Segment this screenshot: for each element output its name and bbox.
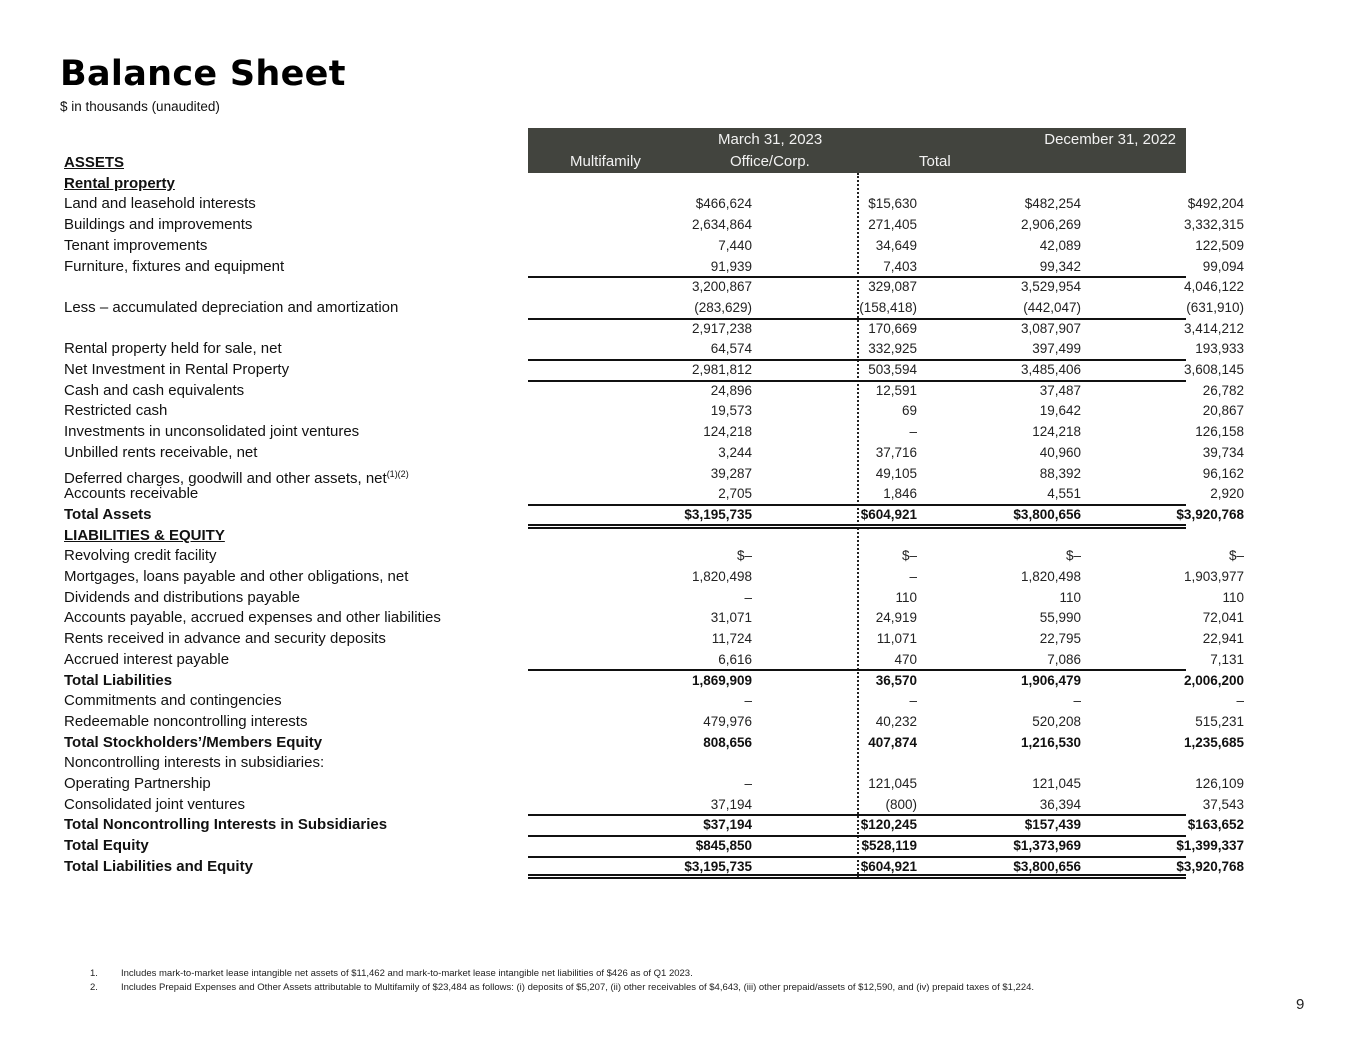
value-multifamily: $37,194 xyxy=(703,817,752,833)
row-label-text: Rental property xyxy=(64,174,175,192)
value-office-corp: 271,405 xyxy=(868,217,917,233)
value-multifamily: $845,850 xyxy=(695,838,752,854)
value-prior-total: 3,414,212 xyxy=(1183,320,1244,336)
value-total: 397,499 xyxy=(1032,341,1081,357)
total-rule xyxy=(528,669,1186,671)
value-prior-total: 4,046,122 xyxy=(1183,279,1244,295)
value-multifamily: 19,573 xyxy=(710,403,752,419)
value-multifamily: 6,616 xyxy=(718,651,752,667)
row-label xyxy=(64,671,172,692)
table-row xyxy=(64,629,1244,650)
table-row xyxy=(64,443,1244,464)
table-row xyxy=(64,546,1244,567)
row-label-text: Total Liabilities xyxy=(64,671,173,689)
table-row xyxy=(64,277,1244,298)
value-total: 99,342 xyxy=(1039,258,1081,274)
value-multifamily: $466,624 xyxy=(695,196,752,212)
table-row xyxy=(64,608,1244,629)
table-row xyxy=(64,795,1244,816)
row-label-text: Tenant improvements xyxy=(64,236,208,254)
table-row xyxy=(64,733,1244,754)
table-row xyxy=(64,257,1244,278)
value-multifamily: 2,917,238 xyxy=(691,320,752,336)
value-multifamily: 11,724 xyxy=(711,631,752,647)
value-office-corp: 1,846 xyxy=(883,486,917,502)
value-office-corp: $604,921 xyxy=(860,858,917,874)
row-label-text: Operating Partnership xyxy=(64,775,211,792)
value-total: 7,086 xyxy=(1047,651,1081,667)
value-multifamily: 2,705 xyxy=(718,486,752,502)
double-rule-top xyxy=(528,874,1186,876)
value-office-corp: 170,669 xyxy=(868,320,917,336)
value-total: 42,089 xyxy=(1039,237,1081,253)
row-label-text: Dividends and distributions payable xyxy=(64,588,300,606)
footnote-number: 2. xyxy=(90,982,98,993)
value-office-corp: $604,921 xyxy=(860,506,917,522)
value-office-corp: 69 xyxy=(901,403,917,419)
value-total: 36,394 xyxy=(1039,796,1081,812)
row-label xyxy=(64,194,256,215)
value-total: 1,820,498 xyxy=(1020,569,1081,584)
value-office-corp: $528,119 xyxy=(861,838,917,854)
table-row xyxy=(64,339,1244,360)
value-office-corp: – xyxy=(909,569,917,584)
value-prior-total: – xyxy=(1236,693,1244,709)
row-label xyxy=(64,795,245,816)
value-office-corp: 11,071 xyxy=(876,631,917,647)
row-label xyxy=(64,588,300,609)
row-label xyxy=(64,339,282,360)
value-total: $482,254 xyxy=(1024,196,1081,212)
value-multifamily: 1,820,498 xyxy=(691,569,752,584)
double-rule-bottom xyxy=(528,877,1186,879)
table-row xyxy=(64,174,1186,195)
value-total: $3,800,656 xyxy=(1013,506,1081,522)
table-row xyxy=(64,298,1244,319)
table-row xyxy=(64,836,1244,857)
column-header-total: Total xyxy=(919,153,951,170)
value-total: 110 xyxy=(1059,589,1081,605)
value-prior-total: 110 xyxy=(1222,589,1244,605)
value-prior-total: $3,920,768 xyxy=(1176,858,1244,874)
total-rule xyxy=(528,835,1186,837)
row-label-text: Total Noncontrolling Interests in Subsidiaries xyxy=(64,816,388,834)
table-row xyxy=(64,194,1244,215)
value-office-corp: 34,649 xyxy=(875,237,917,253)
value-total: 3,087,907 xyxy=(1020,320,1081,336)
row-label-text: Investments in unconsolidated joint ventures xyxy=(64,423,360,441)
row-label-text: Deferred charges, goodwill and other assets, net xyxy=(64,469,387,487)
row-label xyxy=(64,484,198,505)
value-total: $157,439 xyxy=(1024,817,1081,833)
value-total: 22,795 xyxy=(1039,631,1081,647)
row-label xyxy=(64,360,289,381)
page-title: Balance Sheet xyxy=(60,54,346,94)
row-label-text: ASSETS xyxy=(64,154,125,171)
row-label-text: Commitments and contingencies xyxy=(64,692,282,710)
row-label xyxy=(64,546,217,567)
row-label-text: Buildings and improvements xyxy=(64,216,253,234)
value-prior-total: 26,782 xyxy=(1202,382,1244,398)
value-prior-total: 2,920 xyxy=(1210,486,1244,502)
value-prior-total: 96,162 xyxy=(1202,465,1244,481)
table-row xyxy=(64,422,1244,443)
value-office-corp: $15,630 xyxy=(868,196,917,212)
row-label-text: Unbilled rents receivable, net xyxy=(64,443,258,461)
row-label xyxy=(64,215,252,236)
table-row xyxy=(64,319,1244,340)
subtotal-rule xyxy=(528,380,1186,382)
value-prior-total: 37,543 xyxy=(1202,796,1244,812)
value-office-corp: – xyxy=(909,424,917,440)
row-label-text: Accrued interest payable xyxy=(64,650,230,668)
value-multifamily: $3,195,735 xyxy=(684,506,752,522)
value-office-corp: 24,919 xyxy=(875,610,917,626)
row-label xyxy=(64,257,284,278)
row-label xyxy=(64,650,229,671)
table-row xyxy=(64,464,1244,487)
row-label xyxy=(64,381,244,402)
row-label-text: Noncontrolling interests in subsidiaries: xyxy=(64,754,325,772)
value-total: $– xyxy=(1065,548,1081,564)
value-total: $1,373,969 xyxy=(1013,838,1081,854)
table-row xyxy=(64,484,1244,505)
value-prior-total: 7,131 xyxy=(1210,651,1244,667)
value-prior-total: 2,006,200 xyxy=(1183,672,1244,688)
value-office-corp: 49,105 xyxy=(875,465,917,481)
row-label xyxy=(64,691,282,712)
row-label xyxy=(64,505,152,526)
subtotal-rule xyxy=(528,276,1186,278)
row-label-text: Revolving credit facility xyxy=(64,547,217,565)
row-label-text: Cash and cash equivalents xyxy=(64,381,245,399)
table-row xyxy=(64,401,1244,422)
value-office-corp: $– xyxy=(901,548,917,564)
row-label xyxy=(64,236,207,257)
value-prior-total: $1,399,337 xyxy=(1176,838,1244,854)
value-office-corp: 329,087 xyxy=(868,279,917,295)
value-office-corp: – xyxy=(909,693,917,709)
value-total: 2,906,269 xyxy=(1020,217,1081,233)
value-prior-total: 3,332,315 xyxy=(1183,217,1244,233)
value-multifamily: $3,195,735 xyxy=(684,858,752,874)
table-row xyxy=(64,360,1244,381)
value-multifamily: $– xyxy=(736,548,752,564)
value-prior-total: 72,041 xyxy=(1202,610,1244,626)
value-multifamily: 91,939 xyxy=(710,258,752,274)
value-prior-total: 99,094 xyxy=(1202,258,1244,274)
value-total: (442,047) xyxy=(1023,299,1081,315)
row-label xyxy=(64,712,307,733)
value-multifamily: 24,896 xyxy=(710,382,752,398)
period-prior-label: December 31, 2022 xyxy=(1044,131,1176,148)
column-header-multifamily: Multifamily xyxy=(570,153,641,170)
value-prior-total: $492,204 xyxy=(1187,196,1244,212)
value-office-corp: 110 xyxy=(895,589,917,605)
table-row xyxy=(64,650,1244,671)
row-label-text: Rents received in advance and security deposits xyxy=(64,630,386,648)
value-total: 1,906,479 xyxy=(1020,672,1081,688)
value-office-corp: 332,925 xyxy=(868,341,917,357)
value-total: 4,551 xyxy=(1047,486,1081,502)
value-multifamily: 7,440 xyxy=(718,237,752,253)
total-rule xyxy=(528,856,1186,858)
value-total: – xyxy=(1073,693,1081,709)
row-label xyxy=(64,567,408,588)
row-label-text: Total Stockholders’/Members Equity xyxy=(64,733,323,751)
row-label xyxy=(64,774,211,795)
row-label-text: LIABILITIES & EQUITY xyxy=(64,526,225,544)
table-row xyxy=(64,567,1244,588)
row-label-text: Restricted cash xyxy=(64,402,168,420)
value-prior-total: 126,109 xyxy=(1195,776,1244,791)
row-label-text: Total Assets xyxy=(64,505,152,523)
row-label xyxy=(64,753,324,774)
value-total: 1,216,530 xyxy=(1020,734,1081,750)
value-office-corp: 37,716 xyxy=(875,444,917,460)
subtotal-rule xyxy=(528,359,1186,361)
value-office-corp: 503,594 xyxy=(868,362,917,377)
double-rule-top xyxy=(528,524,1186,526)
value-prior-total: 193,933 xyxy=(1195,341,1244,357)
table-row xyxy=(64,712,1244,733)
page-subtitle: $ in thousands (unaudited) xyxy=(60,99,220,114)
value-multifamily: 31,071 xyxy=(710,610,752,626)
row-label xyxy=(64,443,257,464)
value-multifamily: (283,629) xyxy=(694,299,752,315)
value-multifamily: 2,634,864 xyxy=(691,217,752,233)
row-label xyxy=(64,629,386,650)
value-total: 88,392 xyxy=(1039,465,1081,481)
row-label xyxy=(64,174,175,195)
row-label-text: Rental property held for sale, net xyxy=(64,340,282,358)
value-office-corp: (800) xyxy=(885,796,917,812)
value-total: 19,642 xyxy=(1039,403,1081,419)
value-prior-total: 22,941 xyxy=(1202,631,1244,647)
value-prior-total: 39,734 xyxy=(1202,444,1244,460)
row-label xyxy=(64,422,359,443)
value-total: 55,990 xyxy=(1039,610,1081,626)
value-multifamily: 3,200,867 xyxy=(691,279,752,295)
value-office-corp: 36,570 xyxy=(875,672,917,688)
value-multifamily: 124,218 xyxy=(703,424,752,440)
value-total: 40,960 xyxy=(1039,444,1081,460)
value-multifamily: – xyxy=(744,693,752,709)
value-office-corp: 121,045 xyxy=(868,776,917,791)
value-prior-total: 3,608,145 xyxy=(1183,362,1244,377)
value-office-corp: 470 xyxy=(894,651,917,667)
value-office-corp: (158,418) xyxy=(859,299,917,315)
table-row xyxy=(64,691,1244,712)
value-office-corp: $120,245 xyxy=(860,817,917,833)
value-multifamily: 37,194 xyxy=(710,796,752,812)
value-prior-total: $163,652 xyxy=(1187,817,1244,833)
value-prior-total: 122,509 xyxy=(1195,237,1244,253)
value-total: 121,045 xyxy=(1032,776,1081,791)
value-office-corp: 7,403 xyxy=(883,258,917,274)
value-prior-total: 1,235,685 xyxy=(1183,734,1244,750)
row-label xyxy=(64,401,167,422)
page-number: 9 xyxy=(1296,996,1305,1013)
value-multifamily: 1,869,909 xyxy=(691,672,752,688)
row-label-text: Land and leasehold interests xyxy=(64,195,256,213)
value-prior-total: 20,867 xyxy=(1202,403,1244,419)
value-multifamily: – xyxy=(744,589,752,605)
row-label-text: Consolidated joint ventures xyxy=(64,795,245,813)
double-rule-bottom xyxy=(528,527,1186,529)
footnote-reference: (1)(2) xyxy=(386,468,409,479)
row-label xyxy=(64,298,398,319)
total-rule xyxy=(528,814,1186,816)
row-label-text: Accounts payable, accrued expenses and other liabilities xyxy=(64,609,441,627)
value-prior-total: $3,920,768 xyxy=(1176,506,1244,522)
value-multifamily: 2,981,812 xyxy=(691,362,752,377)
value-office-corp: 40,232 xyxy=(875,713,917,729)
footnote-text: Includes Prepaid Expenses and Other Assets attributable to Multifamily of $23,484 as follows: (i) deposits of $5,207, (ii) other receivables of $4,643, (iii) other prepaid/assets of $12,590, and (iv) prepaid taxes of $1,224. xyxy=(121,982,1035,993)
value-office-corp: 407,874 xyxy=(868,734,917,750)
table-row xyxy=(64,215,1244,236)
table-row xyxy=(64,753,1186,774)
table-row xyxy=(64,671,1244,692)
subtotal-rule xyxy=(528,318,1186,320)
value-multifamily: 3,244 xyxy=(718,444,752,460)
row-label-text: Mortgages, loans payable and other obligations, net xyxy=(64,568,409,585)
footnote-text: Includes mark-to-market lease intangible net assets of $11,462 and mark-to-market lease intangible net liabilities of $426 as of Q1 2023. xyxy=(121,968,693,979)
row-label xyxy=(64,733,322,754)
table-row xyxy=(64,505,1244,526)
row-label xyxy=(64,608,441,629)
value-prior-total: (631,910) xyxy=(1186,299,1244,315)
value-multifamily: 64,574 xyxy=(710,341,752,357)
table-row xyxy=(64,153,1186,174)
value-multifamily: 39,287 xyxy=(710,465,752,481)
table-row xyxy=(64,588,1244,609)
value-multifamily: 808,656 xyxy=(703,734,752,750)
value-total: 3,485,406 xyxy=(1020,362,1081,377)
column-header-office-corp: Office/Corp. xyxy=(730,153,810,170)
value-office-corp: 12,591 xyxy=(875,382,917,398)
value-prior-total: 1,903,977 xyxy=(1183,569,1244,584)
value-prior-total: 515,231 xyxy=(1195,713,1244,729)
row-label-text: Total Liabilities and Equity xyxy=(64,857,253,875)
row-label-text: Less – accumulated depreciation and amortization xyxy=(64,298,399,316)
total-rule xyxy=(528,504,1186,506)
row-label-text: Total Equity xyxy=(64,837,149,855)
row-label-text: Accounts receivable xyxy=(64,485,199,503)
value-prior-total: $– xyxy=(1228,548,1244,564)
table-row xyxy=(64,526,1186,547)
value-total: 124,218 xyxy=(1032,424,1081,440)
row-label-text: Furniture, fixtures and equipment xyxy=(64,257,285,275)
row-label-text: Redeemable noncontrolling interests xyxy=(64,712,308,730)
table-row xyxy=(64,774,1244,795)
period-current-label: March 31, 2023 xyxy=(718,131,823,148)
value-total: 520,208 xyxy=(1032,713,1081,729)
table-row xyxy=(64,381,1244,402)
footnote-number: 1. xyxy=(90,968,98,979)
row-label xyxy=(64,857,253,878)
table-row xyxy=(64,815,1244,836)
row-label xyxy=(64,526,225,547)
row-label xyxy=(64,815,387,836)
row-label xyxy=(64,836,149,857)
value-prior-total: 126,158 xyxy=(1195,424,1244,440)
row-label xyxy=(64,153,124,174)
row-label-text: Net Investment in Rental Property xyxy=(64,361,290,378)
value-total: 37,487 xyxy=(1039,382,1081,398)
value-multifamily: 479,976 xyxy=(703,713,752,729)
value-multifamily: – xyxy=(744,776,752,791)
table-row xyxy=(64,236,1244,257)
value-total: $3,800,656 xyxy=(1013,858,1081,874)
value-total: 3,529,954 xyxy=(1020,279,1081,295)
